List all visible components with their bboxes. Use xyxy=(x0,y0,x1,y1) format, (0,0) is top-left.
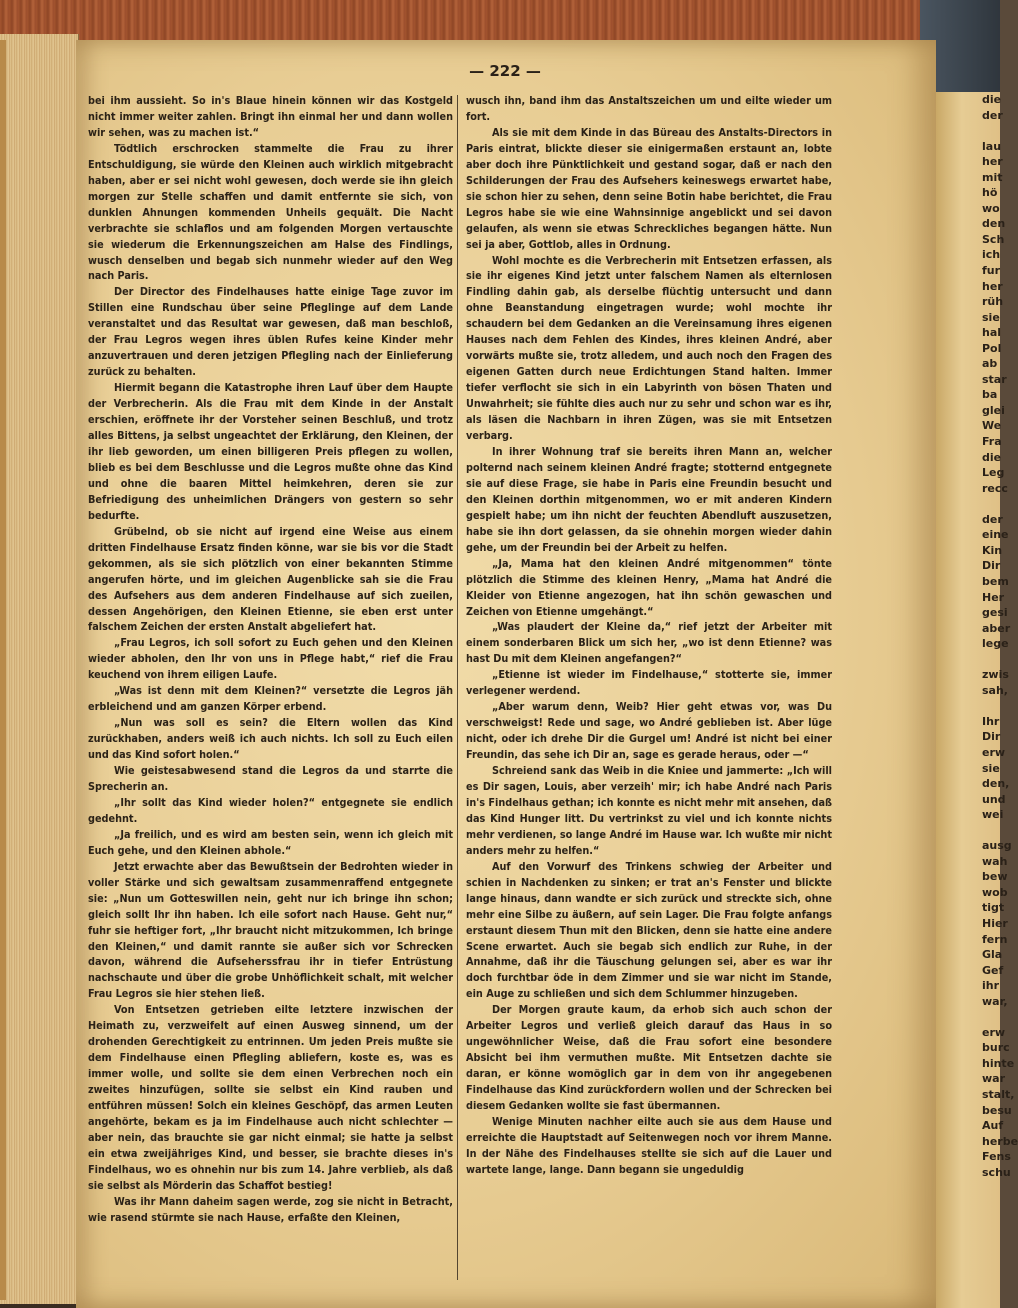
paragraph: „Was plaudert der Kleine da,“ rief jetzt der Arbeiter mit einem sonderbaren Blick um sich her, „wo ist denn Etienne? was hast Du mit dem Kleinen angefangen?“ xyxy=(466,620,832,666)
paragraph: Der Director des Findelhauses hatte einige Tage zuvor im Stillen eine Rundschau über seine Pfleglinge auf dem Lande veranstaltet und das Resultat war gewesen, daß man beschloß, der Frau Legros wegen ihres üblen Rufes keine Kinder mehr anzuvertrauen und deren jetzigen Pflegling nach der Einlieferung zurück zu behalten. xyxy=(88,285,453,379)
book-spine-edge xyxy=(0,40,6,1300)
paragraph: Wenige Minuten nachher eilte auch sie aus dem Hause und erreichte die Hauptstadt auf Seitenwegen noch vor ihrem Manne. In der Nähe des Findelhauses stellte sie sich auf die Lauer und wartete lange, lange. Dann begann sie ungeduldig xyxy=(466,1115,832,1176)
paragraph: „Frau Legros, ich soll sofort zu Euch gehen und den Kleinen wieder abholen, den Ihr von uns in Pflege habt,“ rief die Frau keuchend von ihrem eiligen Laufe. xyxy=(88,636,453,682)
next-page-edge xyxy=(936,92,1018,1308)
paragraph: Hiermit begann die Katastrophe ihren Lauf über dem Haupte der Verbrecherin. Als die Frau mit dem Kinde in der Anstalt erschien, eröffnete ihr der Vorsteher seinen Beschluß, und trotz alles Bittens, ja selbst ungeachtet der Erklärung, den Kleinen, der ihr lieb geworden, um einen billigeren Preis pflegen zu wollen, blieb es bei dem Beschlusse und die Legros mußte ohne das Kind und ohne die baaren Mittel heimkehren, deren sie zur Befriedigung des unheimlichen Drängers von gestern so sehr bedurfte. xyxy=(88,381,453,522)
paragraph: Schreiend sank das Weib in die Kniee und jammerte: „Ich will es Dir sagen, Louis, aber verzeih' mir; ich habe André nach Paris in's Findelhaus gethan; ich konnte es nicht mehr mit ansehen, daß das Kind Hunger litt. Du vertrinkst zu viel und ich konnte nichts mehr verdienen, so lange André im Hause war. Ich wußte mir nicht anders mehr zu helfen.“ xyxy=(466,764,832,857)
paragraph: „Ja freilich, und es wird am besten sein, wenn ich gleich mit Euch gehe, und den Kleinen abhole.“ xyxy=(88,827,453,857)
paragraph: „Was ist denn mit dem Kleinen?“ versetzte die Legros jäh erbleichend und am ganzen Körper erbend. xyxy=(88,684,453,714)
paragraph: Als sie mit dem Kinde in das Büreau des Anstalts-Directors in Paris eintrat, blickte dieser sie einigermaßen erstaunt an, lobte aber doch ihre Pünktlichkeit und gestand sogar, daß er nach den Schilderungen der Frau des Aufsehers keineswegs erwartet habe, sie schon hier zu sehen, denn seine Botin habe berichtet, die Frau Legros habe sie wie eine Wahnsinnige angeblickt und sei davon gelaufen, als wenn sie etwas Schreckliches begangen hätte. Nun sei ja aber, Gottlob, alles in Ordnung. xyxy=(466,125,832,251)
paragraph: Wie geistesabwesend stand die Legros da und starrte die Sprecherin an. xyxy=(88,764,453,793)
paragraph: bei ihm aussieht. So in's Blaue hinein können wir das Kostgeld nicht immer weiter zahlen. Bringt ihn einmal her und dann wollen wir sehen, was zu machen ist.“ xyxy=(88,94,453,139)
paragraph: Auf den Vorwurf des Trinkens schwieg der Arbeiter und schien in Nachdenken zu sinken; er trat an's Fenster und blickte lange hinaus, dann wandte er sich zurück und streckte sich, ohne mehr eine Silbe zu äußern, auf sein Lager. Die Frau folgte anfangs erstaunt diesem Thun mit den Blicken, denn sie hatte eine andere Scene erwartet. Auch sie begab sich endlich zur Ruhe, in der Annahme, daß ihr die Täuschung gelungen sei, aber es war ihr doch furchtbar öde in dem Zimmer und sie war nicht im Stande, ein Auge zu schließen und sich dem Schlummer hinzugeben. xyxy=(466,859,832,1001)
paragraph: „Aber warum denn, Weib? Hier geht etwas vor, was Du verschweigst! Rede und sage, wo André geblieben ist. Aber lüge nicht, oder ich drehe Dir die Gurgel um! André ist nicht bei einer Freundin, das sehe ich Dir an, sage es gerade heraus, oder —“ xyxy=(466,700,832,762)
paragraph: wusch ihn, band ihm das Anstaltszeichen um und eilte wieder um fort. xyxy=(466,94,832,123)
paragraph: Von Entsetzen getrieben eilte letztere inzwischen der Heimath zu, verzweifelt auf einen Ausweg sinnend, um der drohenden Gerechtigkeit zu entrinnen. Um jeden Preis mußte sie dem Findelhause einen Pflegling abliefern, koste es, was es immer wolle, und sollte sie dem einen Verbrechen noch ein zweites hinzufügen, sollte sie selbst ein Kind rauben und entführen müssen! Solch ein kleines Geschöpf, das armen Leuten angehörte, bekam es ja im Findelhause auch nicht schlechter — aber nein, das brauchte sie gar nicht einmal; sie hatte ja selbst ein etwa zweijähriges Kind, und besser, sie brachte dieses in's Findelhaus, wo es ohnehin nur bis zum 14. Jahre verblieb, als daß sie selbst als Mörderin das Schaffot bestieg! xyxy=(88,1003,453,1192)
next-page-fragments: die der lau her mit hö wo den Sch ich fur her rüh sie hal Pol ab star ba glei We Fra die Leg recc der eine Kin Dir bem Her gesi aber lege zwis sah, Ihr Dir erw sie den, und wei ausg wah bew wob tigt Hier fern Gla Gef ihr war, erw burc hinte war stalt, besu Auf herbe Fens schu xyxy=(982,93,1018,1179)
paragraph: „Ihr sollt das Kind wieder holen?“ entgegnete sie endlich gedehnt. xyxy=(88,795,453,825)
page-number: — 222 — xyxy=(469,62,541,80)
page-edges xyxy=(0,34,79,1304)
paragraph: In ihrer Wohnung traf sie bereits ihren Mann an, welcher polternd nach seinem kleinen André fragte; stotternd entgegnete sie auf diese Frage, sie habe in Paris eine Freundin besucht und den Kleinen dorthin mitgenommen, wo er mit anderen Kindern gespielt habe; um ihn nicht der feuchten Abendluft auszusetzen, habe sie ihn dort gelassen, da sie ohnehin morgen wieder dahin gehe, um der Freundin bei der Arbeit zu helfen. xyxy=(466,444,832,554)
paragraph: Was ihr Mann daheim sagen werde, zog sie nicht in Betracht, wie rasend stürmte sie nach Hause, erfaßte den Kleinen, xyxy=(88,1194,453,1224)
paragraph: Jetzt erwachte aber das Bewußtsein der Bedrohten wieder in voller Stärke und sich gewaltsam zusammenraffend entgegnete sie: „Nun um Gotteswillen nein, geht nur ich bringe ihn schon; gleich sollt Ihr ihn haben. Ich eile sofort nach Hause. Geht nur,“ fuhr sie heftiger fort, „Ihr braucht nicht mitzukommen, Ich bringe den Kleinen,“ und damit rannte sie außer sich vor Schrecken davon, während die Aufseherssfrau ihr in tiefer Entrüstung nachschaute und über die grobe Unhöflichkeit schalt, mit welcher Frau Legros sie hier stehen ließ. xyxy=(88,859,453,1001)
paragraph: Der Morgen graute kaum, da erhob sich auch schon der Arbeiter Legros und verließ gleich darauf das Haus in so ungewöhnlicher Weise, daß die Frau sofort eine besondere Absicht bei ihm vermuthen mußte. Mit Entsetzen dachte sie daran, er könne womöglich gar in dem von ihr angegebenen Findelhause das Kind zurückfordern wollen und der Schrecken bei diesem Gedanken wollte sie fast übermannen. xyxy=(466,1003,832,1113)
paragraph: „Nun was soll es sein? die Eltern wollen das Kind zurückhaben, anders weiß ich auch nichts. Ich soll zu Euch eilen und das Kind sofort holen.“ xyxy=(88,716,453,762)
paragraph: „Ja, Mama hat den kleinen André mitgenommen“ tönte plötzlich die Stimme des kleinen Henry, „Mama hat André die Kleider von Etienne angezogen, hat ihn schön gewaschen und Zeichen von Etienne umgehängt.“ xyxy=(466,556,832,618)
paragraph: „Etienne ist wieder im Findelhause,“ stotterte sie, immer verlegener werdend. xyxy=(466,668,832,698)
paragraph: Grübelnd, ob sie nicht auf irgend eine Weise aus einem dritten Findelhause Ersatz finden könne, war sie bis vor die Stadt gekommen, als sie sich plötzlich von einer bekannten Stimme angerufen hörte, und im gleichen Augenblicke sah sie die Frau des Aufsehers aus dem anderen Findelhause auf sich zueilen, dessen Angehörigen, den Kleinen Etienne, sie eben erst unter falschem Zeichen der ersten Anstalt abgeliefert hat. xyxy=(88,524,453,634)
right-column xyxy=(466,93,832,1178)
column-divider xyxy=(457,95,458,1280)
left-column xyxy=(88,93,453,1226)
paragraph: Wohl mochte es die Verbrecherin mit Entsetzen erfassen, als sie ihr eigenes Kind jetzt unter falschem Namen als elternlosen Findling dahin gab, als derselbe flüchtig untersucht und dann ohne Beanstandung eingetragen wurde; wohl mochte ihr schaudern bei dem Gedanken an die Vereinsamung ihres eigenen Hauses nach dem Fehlen des Kindes, ihres kleinen André, aber vorwärts mußte sie, trotz alledem, und auch noch den Fragen des eigenen Gatten durch neue Erdichtungen Stand halten. Immer tiefer verflocht sie sich in ein Labyrinth von bösen Thaten und Unwahrheit; sie fühlte dies auch nur zu sehr und schon war es ihr, als läsen die Nachbarn in ihren Zügen, was sie mit Entsetzen verbarg. xyxy=(466,253,832,443)
book-cover-top xyxy=(0,0,1000,40)
paragraph: Tödtlich erschrocken stammelte die Frau zu ihrer Entschuldigung, sie würde den Kleinen auch wirklich mitgebracht haben, aber er sei nicht wohl gewesen, doch werde sie ihn gleich morgen zur Stelle schaffen und damit entfernte sie sich, von dunklen Ahnungen kommenden Unheils gequält. Die Nacht verbrachte sie schlaflos und am folgenden Morgen vertauschte sie wiederum die Erkennungszeichen am Halse des Findlings, wusch denselben und begab sich nunmehr wieder auf den Weg nach Paris. xyxy=(88,141,453,283)
